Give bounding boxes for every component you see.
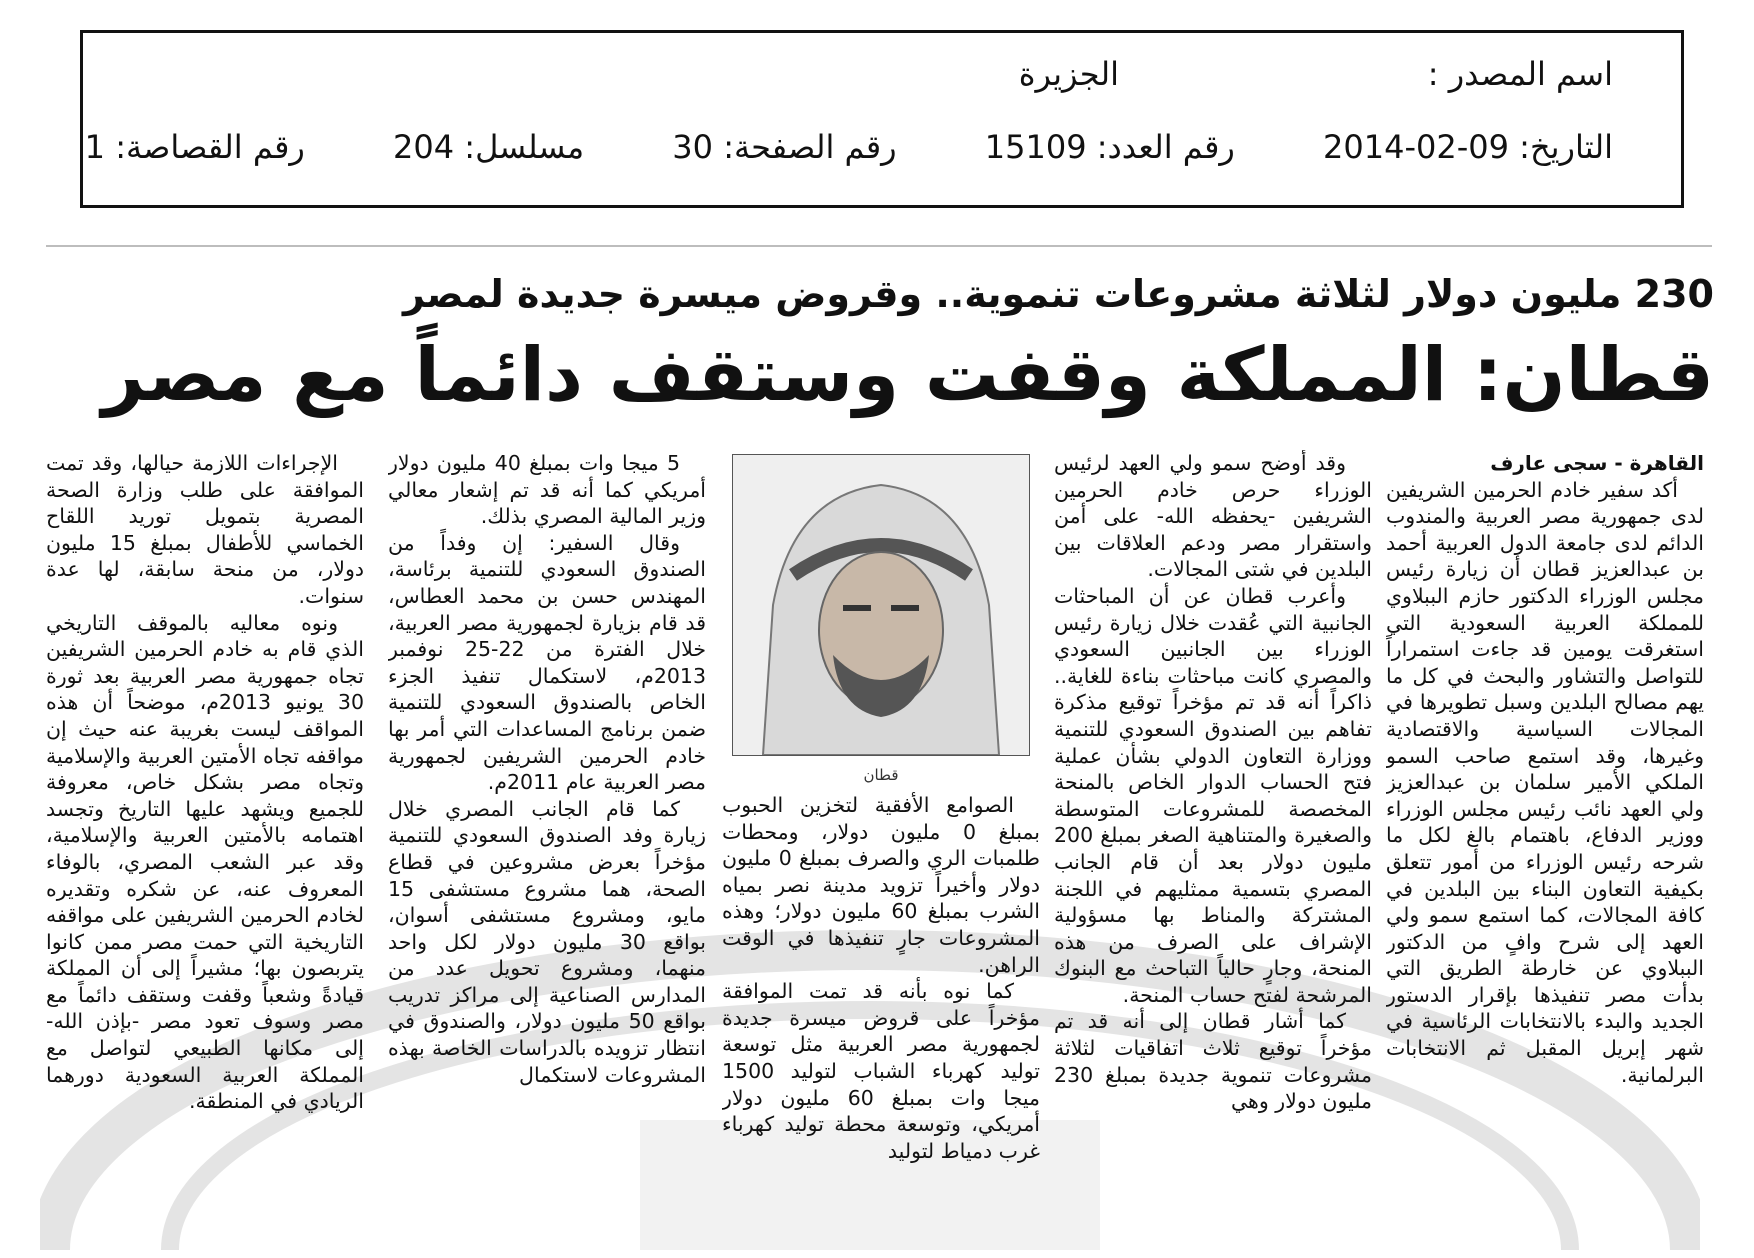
article-headline: قطان: المملكة وقفت وستقف دائماً مع مصر bbox=[101, 332, 1714, 418]
paragraph: كما قام الجانب المصري خلال زيارة وفد الصندوق السعودي للتنمية مؤخراً بعرض مشروعين في قطاع الصحة، هما مشروع مستشفى 15 مايو، ومشروع مستشفى أسوان، بواقع 30 مليون دولار لكل واحد منهما، ومشروع تحويل عدد من المدارس الصناعية إلى مراكز تدريب بواقع 50 مليون دولار، والصندوق في انتظار تزويده بالدراسات الخاصة بهذه المشروعات لاستكمال bbox=[388, 796, 706, 1087]
article-column-4 bbox=[388, 450, 706, 1225]
paragraph: وقال السفير: إن وفداً من الصندوق السعودي للتنمية برئاسة، المهندس حسن بن محمد العطاس، قد قام بزيارة لجمهورية مصر العربية، خلال الفترة من 22-25 نوفمبر 2013م، لاستكمال تنفيذ الجزء الخاص بالصندوق السعودي للتنمية ضمن برنامج المساعدات التي أمر بها خادم الحرمين الشريفين لجمهورية مصر العربية عام 2011م. bbox=[388, 530, 706, 795]
source-label: اسم المصدر : bbox=[1427, 55, 1613, 93]
serial-number: مسلسل: 204 bbox=[393, 128, 585, 166]
byline: القاهرة - سجى عارف bbox=[1490, 451, 1704, 475]
issue-number: رقم العدد: 15109 bbox=[984, 128, 1235, 166]
paragraph: 5 ميجا وات بمبلغ 40 مليون دولار أمريكي كما أنه قد تم إشعار معالي وزير المالية المصري بذلك. bbox=[388, 451, 706, 529]
paragraph: كما أشار قطان إلى أنه قد تم مؤخراً توقيع ثلاث اتفاقيات لثلاثة مشروعات تنموية جديدة بمبلغ 230 مليون دولار وهي bbox=[1054, 1009, 1372, 1114]
article-column-2 bbox=[1054, 450, 1372, 1225]
source-value: الجزيرة bbox=[1018, 55, 1119, 93]
source-info-box bbox=[80, 30, 1684, 208]
divider-line bbox=[46, 245, 1712, 247]
paragraph: كما نوه بأنه قد تمت الموافقة مؤخراً على قروض ميسرة جديدة لجمهورية مصر العربية مثل توسعة توليد كهرباء الشباب لتوليد 1500 ميجا وات بمبلغ 60 مليون دولار أمريكي، وتوسعة محطة توليد كهرباء غرب دمياط لتوليد bbox=[722, 979, 1040, 1163]
page-number: رقم الصفحة: 30 bbox=[672, 128, 897, 166]
paragraph: ونوه معاليه بالموقف التاريخي الذي قام به خادم الحرمين الشريفين تجاه جمهورية مصر العربية بعد ثورة 30 يونيو 2013م، موضحاً أن هذه المواقف ليست بغريبة عنه حيث إن مواقفه تجاه الأمتين العربية والإسلامية وتجاه مصر بشكل خاص، معروفة للجميع ويشهد عليها التاريخ وتجسد اهتمامه بالأمتين العربية والإسلامية، وقد عبر الشعب المصري، بالوفاء المعروف عنه، عن شكره وتقديره لخادم الحرمين الشريفين على مواقفه التاريخية التي حمت مصر ممن كانوا يتربصون بها؛ مشيراً إلى أن المملكة قيادةً وشعباً وقفت وستقف دائماً مع مصر وسوف تعود مصر -بإذن الله- إلى مكانها الطبيعي لتواصل مع المملكة العربية السعودية دورهما الريادي في المنطقة. bbox=[46, 610, 364, 1114]
portrait-image bbox=[733, 455, 1029, 755]
portrait-photo bbox=[732, 454, 1030, 756]
metadata-row bbox=[85, 128, 1613, 166]
article-column-3 bbox=[722, 792, 1040, 1225]
article-column-1 bbox=[1386, 450, 1704, 1225]
paragraph: وقد أوضح سمو ولي العهد لرئيس الوزراء حرص خادم الحرمين الشريفين -يحفظه الله- على أمن واستقرار مصر ودعم العلاقات بين البلدين في شتى المجالات. bbox=[1054, 451, 1372, 582]
clip-number: رقم القصاصة: 1 bbox=[84, 128, 305, 166]
article-column-5 bbox=[46, 450, 364, 1225]
date-field: التاريخ: 09-02-2014 bbox=[1323, 128, 1613, 166]
paragraph: أكد سفير خادم الحرمين الشريفين لدى جمهورية مصر العربية والمندوب الدائم لدى جامعة الدول العربية أحمد بن عبدالعزيز قطان أن زيارة رئيس مجلس الوزراء الدكتور حازم الببلاوي للمملكة العربية السعودية التي استغرقت يومين قد جاءت استمراراً للتواصل والتشاور والبحث في كل ما يهم مصالح البلدين وسبل تطويرها في المجالات السياسية والاقتصادية وغيرها، وقد استمع صاحب السمو الملكي الأمير سلمان بن عبدالعزيز ولي العهد نائب رئيس مجلس الوزراء ووزير الدفاع، باهتمام بالغ لكل ما شرحه رئيس الوزراء من أمور تتعلق بكيفية التعاون البناء بين البلدين في كافة المجالات، كما استمع سمو ولي العهد إلى شرح وافٍ من الدكتور الببلاوي عن خارطة الطريق التي بدأت مصر تنفيذها بإقرار الدستور الجديد والبدء بالانتخابات الرئاسية في شهر إبريل المقبل ثم الانتخابات البرلمانية. bbox=[1386, 477, 1704, 1087]
article-subtitle: 230 مليون دولار لثلاثة مشروعات تنموية.. وقروض ميسرة جديدة لمصر bbox=[402, 272, 1714, 316]
paragraph: الصوامع الأفقية لتخزين الحبوب بمبلغ 0 مليون دولار، ومحطات طلمبات الري والصرف بمبلغ 0 مليون دولار وأخيراً تزويد مدينة نصر بمياه الشرب بمبلغ 60 مليون دولار؛ وهذه المشروعات جارٍ تنفيذها في الوقت الراهن. bbox=[722, 793, 1040, 977]
paragraph: الإجراءات اللازمة حيالها، وقد تمت الموافقة على طلب وزارة الصحة المصرية بتمويل توريد اللقاح الخماسي للأطفال بمبلغ 15 مليون دولار، من منحة سابقة، لها عدة سنوات. bbox=[46, 451, 364, 608]
photo-caption: قطان bbox=[863, 766, 899, 784]
paragraph: وأعرب قطان عن أن المباحثات الجانبية التي عُقدت خلال زيارة رئيس الوزراء بين الجانبين السعودي والمصري كانت مباحثات بناءة للغاية.. ذاكراً أنه قد تم مؤخراً توقيع مذكرة تفاهم بين الصندوق السعودي للتنمية ووزارة التعاون الدولي بشأن عملية فتح الحساب الدوار الخاص بالمنحة المخصصة للمشروعات المتوسطة والصغيرة والمتناهية الصغر بمبلغ 200 مليون دولار بعد أن قام الجانب المصري بتسمية ممثليهم في اللجنة المشتركة والمناط بها مسؤولية الإشراف على الصرف من هذه المنحة، وجارٍ حالياً التباحث مع البنوك المرشحة لفتح حساب المنحة. bbox=[1054, 583, 1372, 1007]
